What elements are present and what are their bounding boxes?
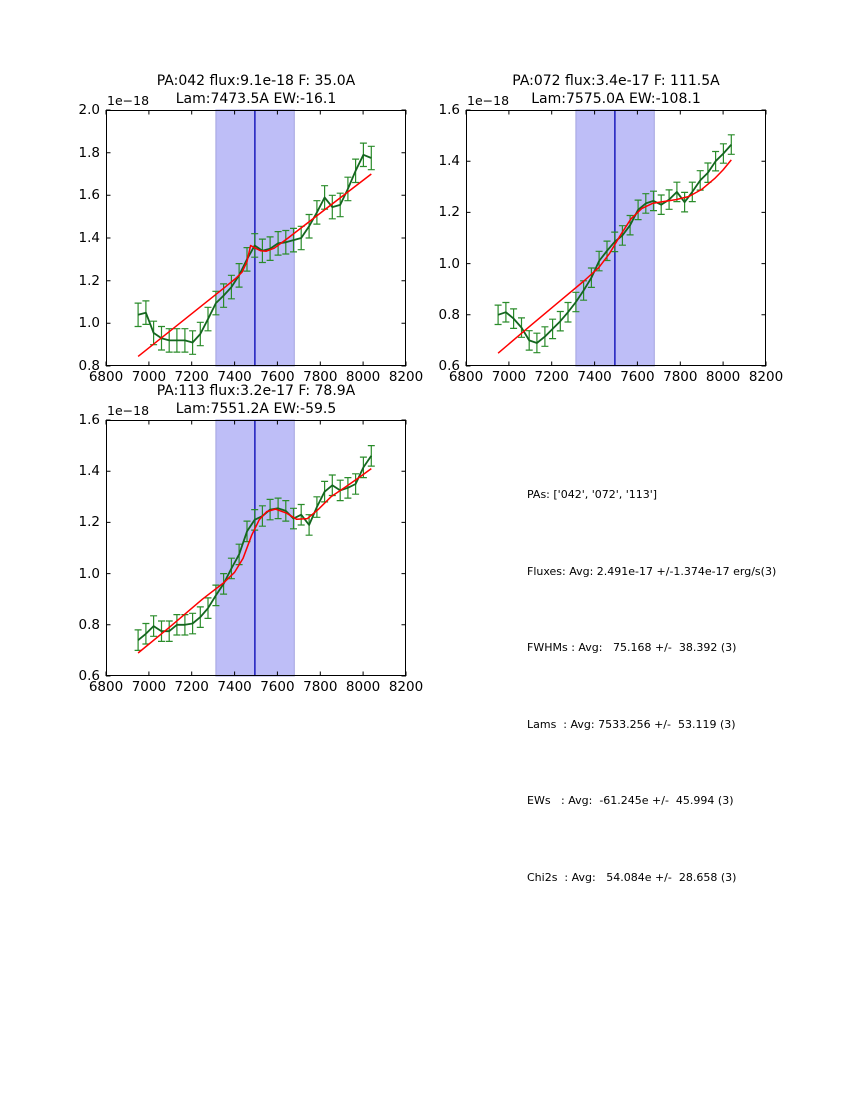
x-tick-label: 8000 — [705, 369, 741, 385]
x-tick-label: 7000 — [131, 679, 167, 695]
y-tick-label: 0.6 — [78, 668, 100, 684]
y-tick-label: 1.6 — [78, 412, 100, 428]
spectrum-plot-pa072 — [438, 73, 784, 385]
x-tick-label: 7000 — [131, 369, 167, 385]
x-tick-label: 8000 — [345, 679, 381, 695]
x-tick-label: 8200 — [748, 369, 784, 385]
chart-title-line2: Lam:7473.5A EW:-16.1 — [175, 91, 337, 107]
y-tick-label: 1.2 — [78, 272, 100, 289]
summary-line-fluxes: Fluxes: Avg: 2.491e-17 +/-1.374e-17 erg/s(3) — [527, 564, 777, 578]
chart-title — [512, 72, 719, 108]
y-tick-label: 0.6 — [438, 358, 460, 374]
y-axis-offset-label: 1e−18 — [107, 403, 150, 418]
summary-line-lams: Lams : Avg: 7533.256 +/- 53.119 (3) — [527, 717, 736, 731]
y-tick-label: 0.8 — [78, 358, 100, 374]
x-tick-label: 7000 — [491, 369, 527, 385]
x-tick-label: 6800 — [448, 369, 484, 385]
summary-panel — [527, 431, 776, 941]
chart-title-line2: Lam:7575.0A EW:-108.1 — [531, 91, 701, 107]
x-tick-label: 7800 — [303, 679, 338, 695]
chart-title-line1: PA:113 flux:3.2e-17 F: 78.9A — [156, 383, 356, 399]
x-tick-label: 7200 — [534, 369, 569, 385]
chart-title-line1: PA:072 flux:3.4e-17 F: 111.5A — [512, 73, 720, 89]
x-tick-label: 8000 — [345, 369, 381, 385]
summary-line-chi2s: Chi2s : Avg: 54.084e +/- 28.658 (3) — [527, 870, 737, 884]
y-axis-offset-label: 1e−18 — [467, 93, 510, 108]
y-tick-label: 1.2 — [78, 514, 100, 531]
y-tick-label: 1.6 — [78, 187, 100, 204]
y-tick-label: 1.6 — [438, 102, 460, 118]
y-tick-label: 1.0 — [78, 315, 100, 332]
y-tick-label: 1.0 — [78, 565, 100, 582]
y-axis-offset-label: 1e−18 — [107, 93, 150, 108]
x-tick-label: 6800 — [88, 369, 124, 385]
y-tick-label: 1.4 — [438, 153, 460, 170]
x-tick-label: 7200 — [174, 369, 209, 385]
x-tick-label: 7400 — [577, 369, 612, 385]
x-tick-label: 7800 — [303, 369, 338, 385]
y-tick-label: 1.4 — [78, 230, 100, 246]
chart-title-line1: PA:042 flux:9.1e-18 F: 35.0A — [156, 73, 356, 89]
summary-line-pas: PAs: ['042', '072', '113'] — [527, 488, 658, 501]
y-tick-label: 1.0 — [438, 255, 460, 272]
x-tick-label: 7400 — [217, 369, 252, 385]
x-tick-label: 7600 — [260, 369, 295, 385]
x-tick-label: 7600 — [620, 369, 655, 385]
x-tick-label: 6800 — [88, 679, 124, 695]
x-tick-label: 8200 — [388, 369, 424, 385]
y-tick-label: 1.4 — [78, 463, 100, 480]
y-tick-label: 2.0 — [78, 102, 100, 118]
y-tick-label: 0.8 — [438, 306, 460, 323]
x-tick-label: 8200 — [388, 679, 424, 695]
spectrum-plot-pa113 — [78, 383, 424, 695]
x-tick-label: 7200 — [174, 679, 209, 695]
spectrum-plot-pa042 — [78, 73, 424, 385]
summary-line-ews: EWs : Avg: -61.245e +/- 45.994 (3) — [527, 794, 734, 807]
chart-title — [157, 382, 356, 418]
x-tick-label: 7400 — [217, 679, 252, 695]
chart-title — [157, 72, 356, 108]
x-tick-label: 7600 — [260, 679, 295, 695]
y-tick-label: 1.2 — [438, 204, 460, 221]
y-tick-label: 0.8 — [78, 616, 100, 633]
y-tick-label: 1.8 — [78, 144, 100, 161]
chart-title-line2: Lam:7551.2A EW:-59.5 — [175, 401, 337, 417]
x-tick-label: 7800 — [663, 369, 698, 385]
summary-line-fwhms: FWHMs : Avg: 75.168 +/- 38.392 (3) — [527, 641, 737, 654]
